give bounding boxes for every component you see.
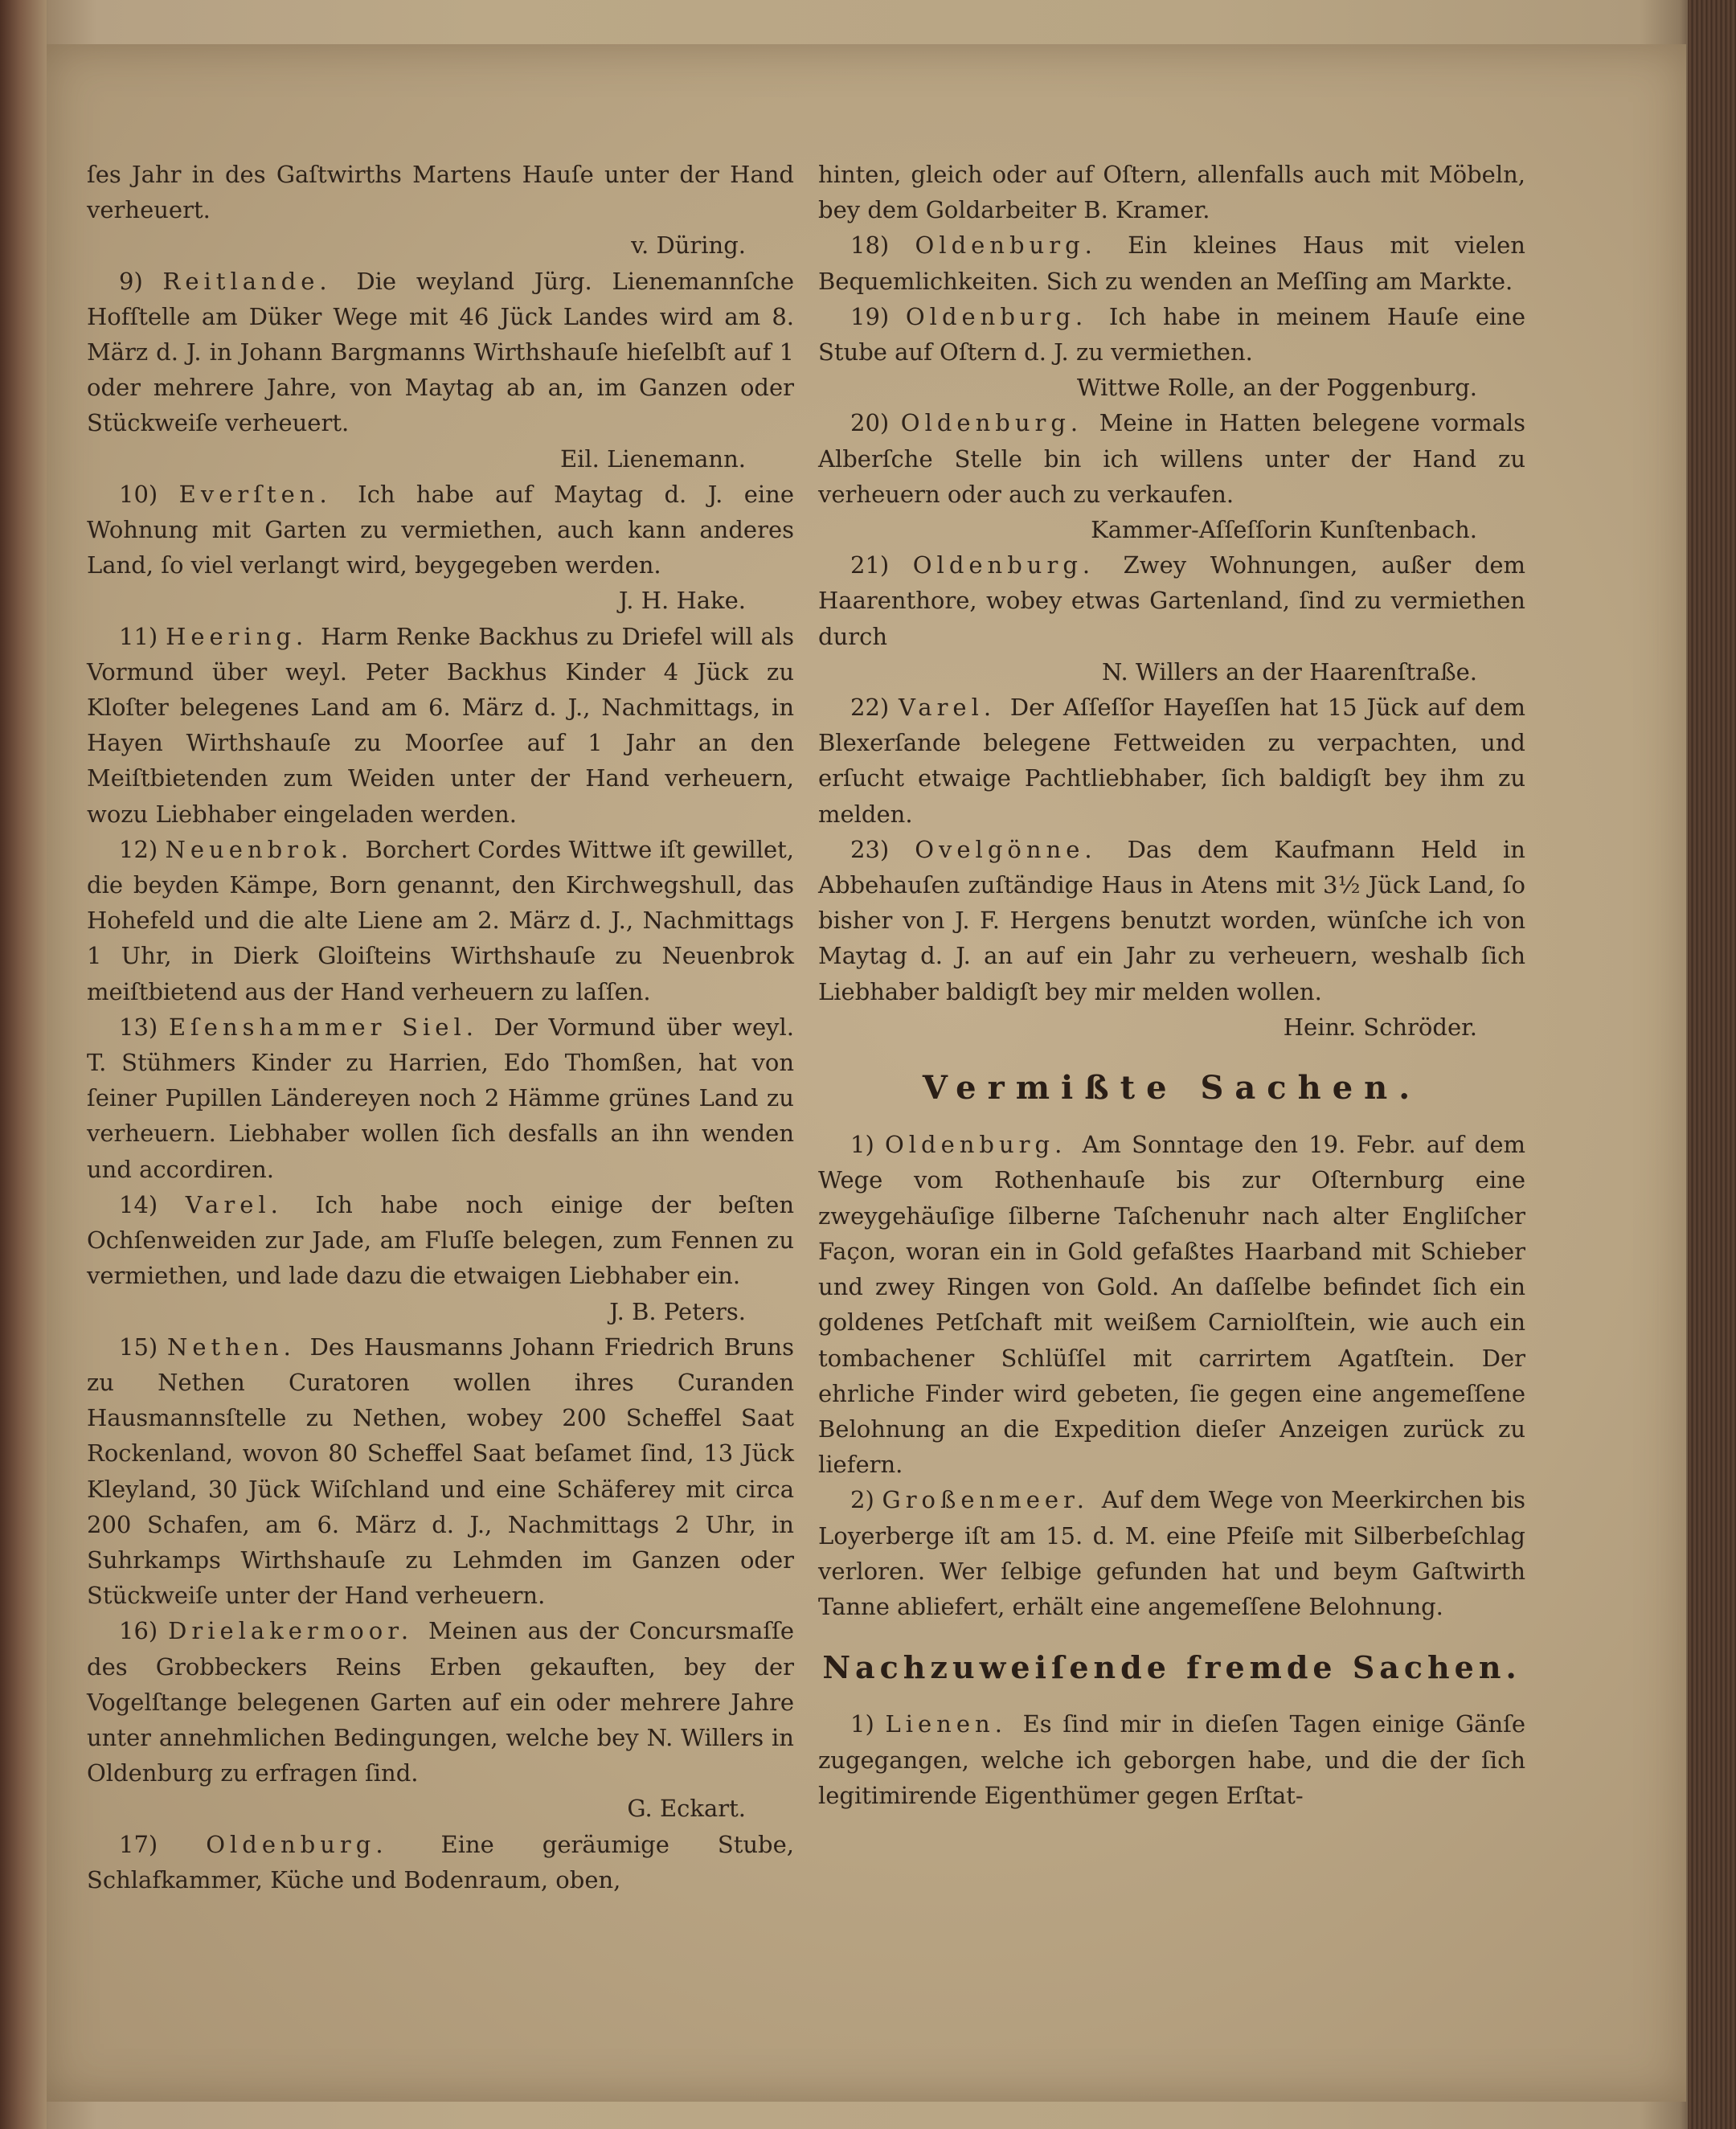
notice — [818, 690, 1525, 832]
notice-place: Everſten. — [178, 480, 358, 508]
notice-place: Oldenburg. — [912, 551, 1124, 579]
notice-number: 11) — [119, 622, 166, 650]
right-column-notices — [818, 157, 1525, 1045]
notice-text: Der Aſſeſſor Hayeſſen hat 15 Jück auf dem Blexerſande belegene Fettweiden zu verpachten, und erſucht etwaige Pachtliebhaber, ſich baldigſt bey ihm zu melden. — [818, 694, 1525, 828]
notice-number: 12) — [119, 835, 166, 863]
notice-text: Meine in Hatten belegene vormals Alberſche Stelle bin ich willens unter der Hand zu verheuern oder auch zu verkaufen. — [818, 409, 1526, 508]
notice-number: 1) — [850, 1131, 885, 1159]
notice-signature: Heinr. Schröder. — [1283, 1013, 1477, 1041]
notice-number: 17) — [119, 1830, 207, 1858]
notice-text: ſes Jahr in des Gaſtwirths Martens Hauſe unter der Hand verheuert. — [87, 161, 794, 224]
paper-sheet — [47, 44, 1686, 2102]
notice-signature: v. Düring. — [631, 231, 746, 260]
notice-text: Zwey Wohnungen, außer dem Haarenthore, wobey etwas Gartenland, ſind zu vermiethen durch — [818, 551, 1526, 650]
notice — [87, 832, 794, 1009]
notice-number: 19) — [850, 302, 906, 330]
notice-number: 10) — [119, 480, 179, 508]
section-title-found-items: Nachzuweiſende fremde Sachen. — [822, 1649, 1521, 1686]
notice-number: 2) — [850, 1486, 882, 1514]
notice-place: Oldenburg. — [206, 1830, 441, 1858]
notice-place: Oldenburg. — [905, 302, 1109, 330]
lost-items-notices — [818, 1127, 1525, 1624]
notice — [818, 1706, 1525, 1813]
notice-place: Ovelgönne. — [915, 835, 1128, 863]
notice-place: Oldenburg. — [884, 1131, 1083, 1159]
notice-text: Des Hausmanns Johann Friedrich Bruns zu Nethen Curatoren wollen ihres Curanden Hausmannsſtelle zu Nethen, wobey 200 Scheffel Saat Rockenland, wovon 80 Scheffel Saat beſamet ſind, 13 Jück Kleyland, 30 Jück Wiſchland und eine Schäferey mit circa 200 Schafen, am 6. März d. J., Nachmittags 2 Uhr, in Suhrkamps Wirthshauſe zu Lehmden im Ganzen oder Stückweiſe unter der Hand verheuern. — [87, 1333, 794, 1610]
notice-place: Heering. — [166, 622, 321, 650]
notice-text: Auf dem Wege von Meerkirchen bis Loyerberge iſt am 15. d. M. eine Pfeiſe mit Silberbeſchlag verloren. Wer ſelbige gefunden hat und beym Gaſtwirth Tanne abliefert, erhält eine angemeſſene Belohnung. — [818, 1486, 1526, 1620]
notice — [818, 1127, 1525, 1482]
notice-number: 22) — [850, 694, 899, 722]
notice-number: 18) — [850, 231, 915, 260]
notice-text: Ich habe in meinem Hauſe eine Stube auf Oſtern d. J. zu vermiethen. — [818, 302, 1525, 366]
notice-text: Borchert Cordes Wittwe iſt gewillet, die beyden Kämpe, Born genannt, den Kirchwegshull, das Hohefeld und die alte Liene am 2. März d. J., Nachmittags 1 Uhr, in Dierk Gloiſteins Wirthshauſe zu Neuenbrok meiſtbietend aus der Hand verheuern zu laſſen. — [87, 835, 794, 1005]
notice-text: Ich habe noch einige der beſten Ochſenweiden zur Jade, am Fluſſe belegen, zum Fennen zu vermiethen, und lade dazu die etwaigen Liebhaber ein. — [87, 1190, 795, 1290]
notice-number: 14) — [119, 1190, 186, 1218]
notice-place: Eſenshammer Siel. — [168, 1013, 494, 1041]
notice-place: Lienen. — [885, 1710, 1023, 1738]
notice — [818, 1482, 1525, 1624]
notice-text: Ein kleines Haus mit vielen Bequemlichkeiten. Sich zu wenden an Meſſing am Markte. — [818, 231, 1525, 295]
notice-place: Oldenburg. — [915, 231, 1128, 260]
notice-number: 15) — [119, 1333, 167, 1361]
notice — [87, 1613, 794, 1791]
notice-signature: Eil. Lienemann. — [559, 444, 746, 473]
notice-number: 21) — [850, 551, 913, 579]
notice — [87, 1187, 794, 1294]
notice-place: Nethen. — [166, 1333, 310, 1361]
notice-number: 9) — [119, 267, 163, 295]
notice-place: Drielakermoor. — [168, 1617, 428, 1645]
notice-number: 1) — [850, 1710, 886, 1738]
notice-text: Harm Renke Backhus zu Driefel will als Vormund über weyl. Peter Backhus Kinder 4 Jück zu Kloſter belegenes Land am 6. März d. J., Nachmittags, in Hayen Wirthshauſe zu Moorſee auf 1 Jahr an den Meiſtbietenden zum Weiden unter der Hand verheuern, wozu Liebhaber eingeladen werden. — [87, 622, 794, 828]
notice — [87, 157, 794, 227]
notice-place: Reitlande. — [162, 267, 357, 295]
notice-number: 16) — [119, 1617, 169, 1645]
section-title-lost-items: Vermißte Sachen. — [922, 1069, 1422, 1107]
notice-place: Oldenburg. — [900, 409, 1099, 437]
notice — [818, 157, 1525, 227]
notice-signature: J. H. Hake. — [618, 587, 746, 615]
notice-text: Ich habe auf Maytag d. J. eine Wohnung mit Garten zu vermiethen, auch kann anderes Land, ſo viel verlangt wird, beygegeben werden. — [87, 480, 795, 579]
notice-text: Es ſind mir in dieſen Tagen einige Gänſe zugegangen, welche ich geborgen habe, und die der ſich legitimirende Eigenthümer gegen Erſtat- — [818, 1710, 1526, 1809]
notice-signature: Kammer-Aſſeſſorin Kunſtenbach. — [1091, 516, 1477, 544]
notice-signature: J. B. Peters. — [609, 1297, 746, 1325]
notice — [87, 1827, 794, 1898]
notice-number: 13) — [119, 1013, 169, 1041]
notice — [818, 299, 1525, 370]
notice-text: Die weyland Jürg. Lienemannſche Hofſtelle am Düker Wege mit 46 Jück Landes wird am 8. März d. J. in Johann Bargmanns Wirthshauſe hieſelbſt auf 1 oder mehrere Jahre, von Maytag ab an, im Ganzen oder Stückweiſe verheuert. — [87, 267, 794, 437]
right-column — [818, 157, 1525, 1813]
notice — [87, 1329, 794, 1614]
notice-number: 23) — [850, 835, 915, 863]
notice-place: Varel. — [185, 1190, 316, 1218]
page-stack-edge — [1688, 0, 1736, 2129]
notice-place: Großenmeer. — [882, 1486, 1102, 1514]
notice — [818, 405, 1525, 512]
notice-signature: G. Eckart. — [627, 1795, 746, 1823]
notice-text: Der Vormund über weyl. T. Stühmers Kinder zu Harrien, Edo Thomßen, hat von ſeiner Pupillen Ländereyen noch 2 Hämme grünes Land zu verheuern. Liebhaber wollen ſich desfalls an ihn wenden und accordiren. — [87, 1013, 794, 1183]
notice — [87, 619, 794, 832]
notice-text: Meinen aus der Concursmaſſe des Grobbeckers Reins Erben gekauften, bey der Vogelſtange belegenen Garten auf ein oder mehrere Jahre unter annehmlichen Bedingungen, welche bey N. Willers in Oldenburg zu erfragen ſind. — [87, 1617, 795, 1787]
notice-text: Am Sonntage den 19. Febr. auf dem Wege vom Rothenhauſe bis zur Oſternburg eine zweygehäuſige ſilberne Taſchenuhr nach alter Engliſcher Façon, woran ein in Gold gefaßtes Haarband mit Schieber und zwey Ringen von Gold. An daſſelbe befindet ſich ein goldenes Petſchaft mit weißem Carniolſtein, wie auch ein tombachener Schlüſſel mit carrirtem Agatſtein. Der ehrliche Finder wird gebeten, ſie gegen eine angemeſſene Belohnung an die Expedition dieſer Anzeigen zurück zu liefern. — [818, 1131, 1525, 1479]
book-gutter — [0, 0, 47, 2129]
notice-signature: N. Willers an der Haarenſtraße. — [1101, 657, 1477, 686]
left-column — [87, 157, 794, 1898]
notice — [818, 547, 1525, 654]
notice-place: Varel. — [899, 694, 1010, 722]
notice-place: Neuenbrok. — [165, 835, 366, 863]
notice — [87, 477, 794, 583]
notice — [87, 264, 794, 441]
notice-signature: Wittwe Rolle, an der Poggenburg. — [1076, 374, 1477, 402]
notice-text: Das dem Kaufmann Held in Abbehauſen zuſtändige Haus in Atens mit 3½ Jück Land, ſo bisher von J. F. Hergens benutzt worden, wünſche ich von Maytag d. J. an auf ein Jahr zu verheuern, weshalb ſich Liebhaber baldigſt bey mir melden wollen. — [818, 835, 1525, 1005]
notice — [818, 832, 1525, 1009]
found-items-notices — [818, 1706, 1525, 1813]
notice — [818, 227, 1525, 298]
notice-number: 20) — [850, 409, 901, 437]
notice-text: Eine geräumige Stube, Schlafkammer, Küche und Bodenraum, oben, — [87, 1830, 794, 1894]
notice-text: hinten, gleich oder auf Oſtern, allenfalls auch mit Möbeln, bey dem Goldarbeiter B. Kramer. — [818, 161, 1525, 224]
notice — [87, 1009, 794, 1187]
